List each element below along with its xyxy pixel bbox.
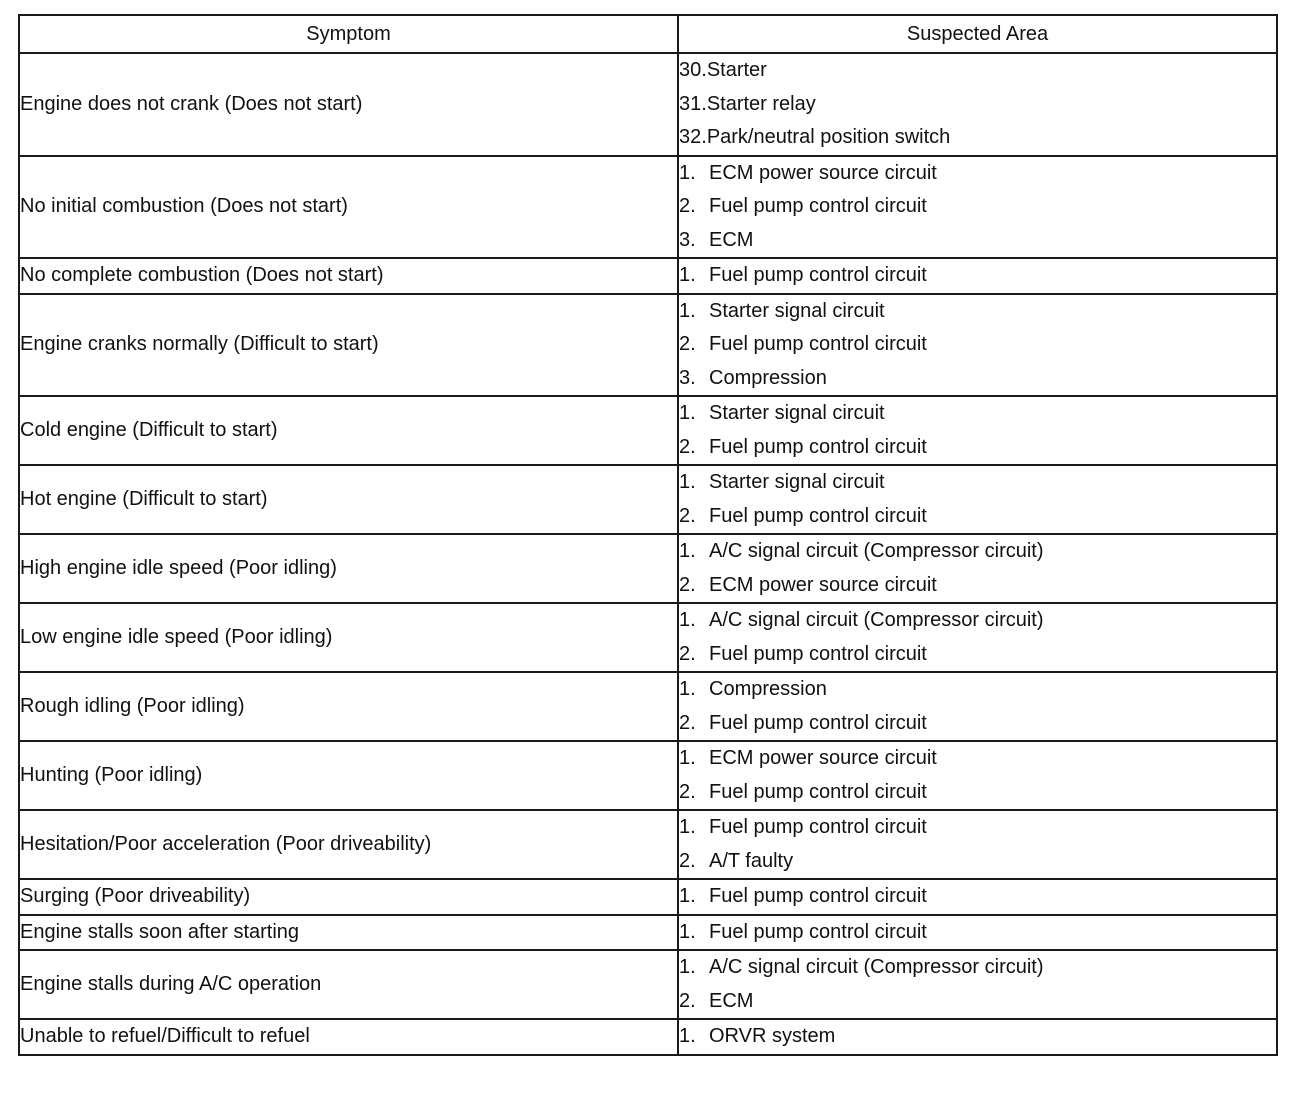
item-text: Compression bbox=[709, 678, 827, 700]
suspected-area-item bbox=[679, 569, 1276, 603]
item-text: Starter relay bbox=[706, 92, 816, 115]
item-text: ECM power source circuit bbox=[709, 747, 937, 769]
table-row bbox=[19, 294, 1277, 397]
table-row bbox=[19, 672, 1277, 741]
suspected-area-item bbox=[679, 224, 1276, 258]
symptom-cell: Low engine idle speed (Poor idling) bbox=[19, 603, 678, 672]
item-number: 1. bbox=[679, 609, 696, 631]
item-text: ECM power source circuit bbox=[709, 161, 937, 184]
suspected-area-cell bbox=[678, 915, 1277, 951]
symptom-cell: Hunting (Poor idling) bbox=[19, 741, 678, 810]
table-row bbox=[19, 534, 1277, 603]
item-text: Fuel pump control circuit bbox=[709, 780, 927, 803]
item-number: 1. bbox=[679, 747, 696, 769]
symptom-table bbox=[18, 14, 1278, 1056]
suspected-area-item bbox=[679, 397, 1276, 431]
suspected-area-item bbox=[679, 259, 1276, 293]
symptom-cell: No initial combustion (Does not start) bbox=[19, 156, 678, 259]
item-text: ECM bbox=[709, 989, 754, 1012]
suspected-area-item bbox=[679, 1020, 1276, 1054]
item-text: Park/neutral position switch bbox=[706, 126, 951, 148]
item-number: 1. bbox=[679, 471, 696, 493]
suspected-area-item bbox=[679, 431, 1276, 465]
item-text: Starter bbox=[706, 59, 767, 81]
suspected-area-cell bbox=[678, 603, 1277, 672]
symptom-cell: Surging (Poor driveability) bbox=[19, 879, 678, 915]
table-row bbox=[19, 1019, 1277, 1055]
suspected-area-item bbox=[679, 157, 1276, 191]
item-text: A/C signal circuit (Compressor circuit) bbox=[709, 609, 1044, 631]
symptom-cell: High engine idle speed (Poor idling) bbox=[19, 534, 678, 603]
item-text: A/T faulty bbox=[709, 849, 794, 872]
table-row bbox=[19, 915, 1277, 951]
item-number: 1. bbox=[679, 678, 696, 700]
item-number: 1. bbox=[679, 402, 696, 424]
suspected-area-cell bbox=[678, 258, 1277, 294]
item-number: 3. bbox=[679, 366, 696, 389]
table-row bbox=[19, 465, 1277, 534]
symptom-cell: Engine cranks normally (Difficult to start) bbox=[19, 294, 678, 397]
item-number: 2. bbox=[679, 504, 696, 527]
suspected-area-cell bbox=[678, 950, 1277, 1019]
item-text: Fuel pump control circuit bbox=[709, 504, 927, 527]
suspected-area-item bbox=[679, 916, 1276, 950]
suspected-area-item bbox=[679, 362, 1276, 396]
suspected-area-item bbox=[679, 500, 1276, 534]
suspected-area-cell bbox=[678, 465, 1277, 534]
table-row bbox=[19, 396, 1277, 465]
suspected-area-item bbox=[679, 638, 1276, 672]
suspected-area-item bbox=[679, 673, 1276, 707]
symptom-cell: Engine stalls soon after starting bbox=[19, 915, 678, 951]
item-text: Fuel pump control circuit bbox=[709, 435, 927, 458]
suspected-area-item bbox=[679, 54, 1276, 88]
suspected-area-item bbox=[679, 707, 1276, 741]
symptom-cell: Rough idling (Poor idling) bbox=[19, 672, 678, 741]
suspected-area-cell bbox=[678, 53, 1277, 156]
item-number: 2. bbox=[679, 780, 696, 803]
symptom-cell: Hesitation/Poor acceleration (Poor driveability) bbox=[19, 810, 678, 879]
item-number: 1. bbox=[679, 1025, 696, 1047]
item-number: 1. bbox=[679, 540, 696, 562]
item-number: 31. bbox=[679, 92, 707, 115]
table-row bbox=[19, 950, 1277, 1019]
item-text: ECM bbox=[709, 228, 754, 251]
suspected-area-item bbox=[679, 776, 1276, 810]
item-text: Fuel pump control circuit bbox=[709, 816, 927, 838]
item-number: 30. bbox=[679, 59, 707, 81]
item-number: 2. bbox=[679, 435, 696, 458]
item-number: 2. bbox=[679, 195, 696, 217]
symptom-cell: No complete combustion (Does not start) bbox=[19, 258, 678, 294]
item-number: 2. bbox=[679, 989, 696, 1012]
suspected-area-item bbox=[679, 845, 1276, 879]
item-text: Compression bbox=[709, 366, 827, 389]
suspected-area-cell bbox=[678, 294, 1277, 397]
header-symptom: Symptom bbox=[19, 15, 678, 53]
item-number: 2. bbox=[679, 642, 696, 665]
table-row bbox=[19, 603, 1277, 672]
suspected-area-cell bbox=[678, 534, 1277, 603]
table-row bbox=[19, 810, 1277, 879]
suspected-area-item bbox=[679, 880, 1276, 914]
suspected-area-item bbox=[679, 328, 1276, 362]
header-suspected-area: Suspected Area bbox=[678, 15, 1277, 53]
item-text: Fuel pump control circuit bbox=[709, 333, 927, 355]
item-number: 1. bbox=[679, 885, 696, 907]
header-row bbox=[19, 15, 1277, 53]
suspected-area-item bbox=[679, 121, 1276, 155]
suspected-area-item bbox=[679, 466, 1276, 500]
item-text: Fuel pump control circuit bbox=[709, 920, 927, 943]
item-text: Fuel pump control circuit bbox=[709, 885, 927, 907]
suspected-area-cell bbox=[678, 156, 1277, 259]
suspected-area-cell bbox=[678, 741, 1277, 810]
table-row bbox=[19, 156, 1277, 259]
item-number: 3. bbox=[679, 228, 696, 251]
item-text: ORVR system bbox=[709, 1025, 836, 1047]
item-text: Fuel pump control circuit bbox=[709, 642, 927, 665]
item-text: ECM power source circuit bbox=[709, 573, 937, 596]
item-text: Fuel pump control circuit bbox=[709, 264, 927, 286]
table-row bbox=[19, 741, 1277, 810]
suspected-area-item bbox=[679, 190, 1276, 224]
item-number: 1. bbox=[679, 264, 696, 286]
suspected-area-item bbox=[679, 295, 1276, 329]
table-body bbox=[19, 53, 1277, 1055]
suspected-area-item bbox=[679, 535, 1276, 569]
suspected-area-cell bbox=[678, 810, 1277, 879]
item-text: A/C signal circuit (Compressor circuit) bbox=[709, 540, 1044, 562]
table-row bbox=[19, 53, 1277, 156]
suspected-area-cell bbox=[678, 672, 1277, 741]
suspected-area-item bbox=[679, 88, 1276, 122]
suspected-area-cell bbox=[678, 396, 1277, 465]
suspected-area-item bbox=[679, 742, 1276, 776]
item-number: 32. bbox=[679, 126, 707, 148]
suspected-area-item bbox=[679, 951, 1276, 985]
symptom-cell: Cold engine (Difficult to start) bbox=[19, 396, 678, 465]
suspected-area-cell bbox=[678, 1019, 1277, 1055]
item-number: 2. bbox=[679, 333, 696, 355]
table-row bbox=[19, 258, 1277, 294]
suspected-area-cell bbox=[678, 879, 1277, 915]
item-text: Starter signal circuit bbox=[709, 402, 885, 424]
item-number: 1. bbox=[679, 920, 696, 943]
suspected-area-item bbox=[679, 985, 1276, 1019]
item-number: 1. bbox=[679, 816, 696, 838]
item-number: 1. bbox=[679, 299, 696, 322]
symptom-cell: Unable to refuel/Difficult to refuel bbox=[19, 1019, 678, 1055]
item-text: Fuel pump control circuit bbox=[709, 711, 927, 734]
item-number: 2. bbox=[679, 711, 696, 734]
item-number: 1. bbox=[679, 161, 696, 184]
item-text: Starter signal circuit bbox=[709, 299, 885, 322]
symptom-cell: Engine does not crank (Does not start) bbox=[19, 53, 678, 156]
item-number: 1. bbox=[679, 956, 696, 978]
symptom-cell: Hot engine (Difficult to start) bbox=[19, 465, 678, 534]
item-text: Starter signal circuit bbox=[709, 471, 885, 493]
table-row bbox=[19, 879, 1277, 915]
suspected-area-item bbox=[679, 811, 1276, 845]
item-number: 2. bbox=[679, 849, 696, 872]
item-text: A/C signal circuit (Compressor circuit) bbox=[709, 956, 1044, 978]
suspected-area-item bbox=[679, 604, 1276, 638]
symptom-cell: Engine stalls during A/C operation bbox=[19, 950, 678, 1019]
item-text: Fuel pump control circuit bbox=[709, 195, 927, 217]
item-number: 2. bbox=[679, 573, 696, 596]
